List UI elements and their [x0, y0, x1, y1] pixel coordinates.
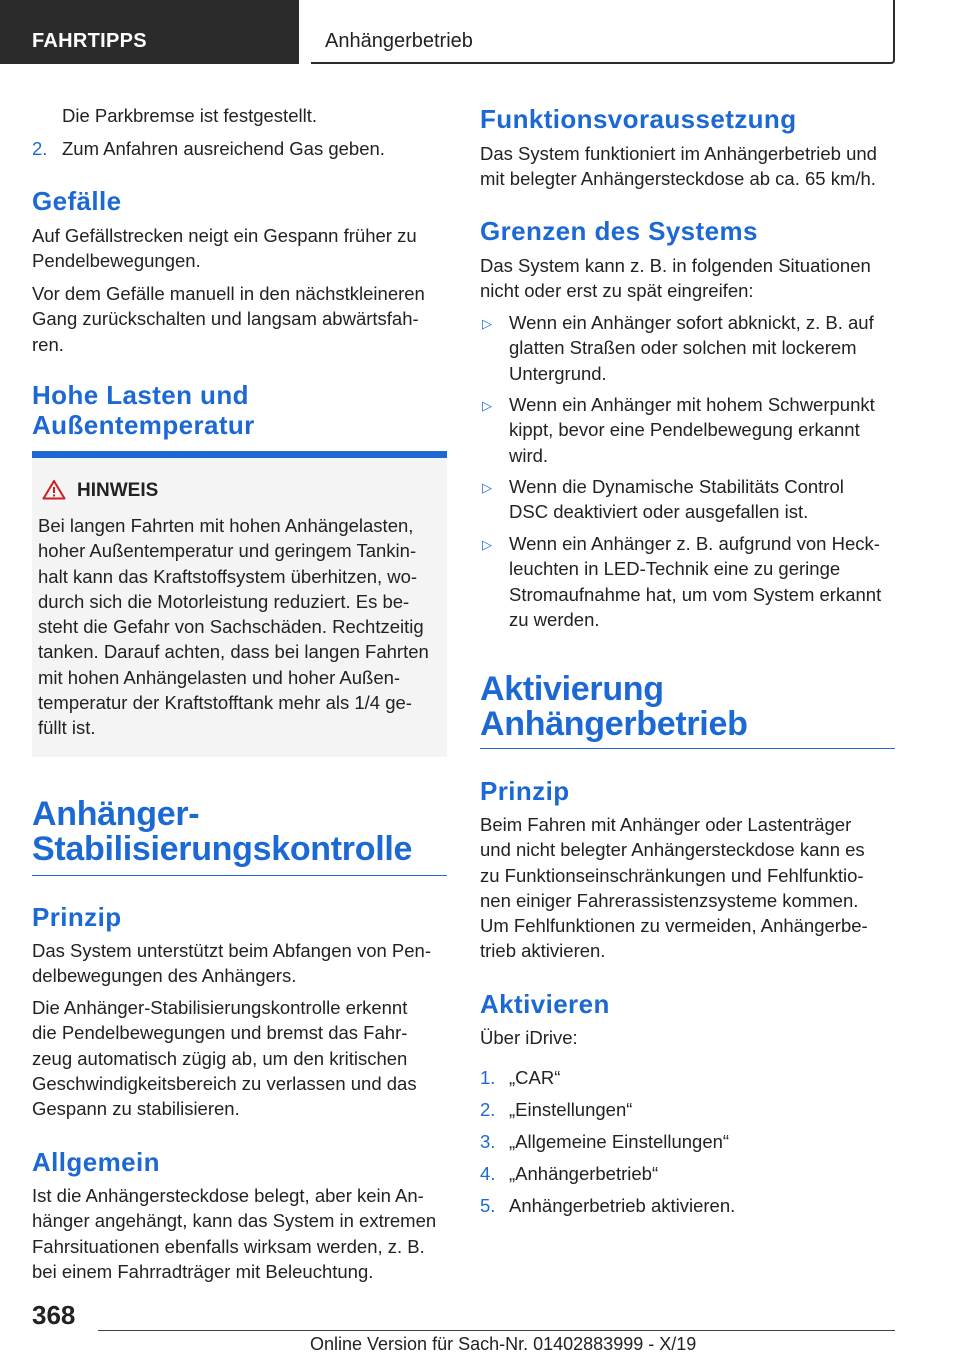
step-number: 4. [480, 1163, 496, 1184]
step-intro-text: Die Parkbremse ist festgestellt. [62, 105, 317, 126]
page-number: 368 [32, 1300, 76, 1330]
section-title-allgemein: Allgemein [32, 1147, 160, 1177]
header-topic-label: Anhängerbetrieb [325, 30, 473, 52]
paragraph: Das System funktioniert im Anhängerbetrieb und mit belegter Anhängersteckdose ab ca. 65 km/h. [480, 143, 877, 190]
chapter-title-stabilisierung: Anhänger‐ Stabilisierungskontrolle [32, 795, 413, 868]
footer-rule [98, 1330, 895, 1331]
warning-triangle-icon [42, 479, 66, 500]
step-text: „Anhängerbetrieb“ [509, 1163, 659, 1184]
section-title-prinzip-right: Prinzip [480, 776, 570, 806]
paragraph: Über iDrive: [480, 1027, 578, 1048]
bullet-marker: ▷ [482, 480, 492, 495]
section-title-prinzip: Prinzip [32, 902, 122, 932]
bullet-marker: ▷ [482, 537, 492, 552]
list-item: Wenn ein Anhänger z. B. aufgrund von Heck‐ leuchten in LED-Technik eine zu geringe Stromaufnahme hat, um vom System erkannt zu werden. [509, 533, 882, 630]
bullet-marker: ▷ [482, 316, 492, 331]
section-title-aktivieren: Aktivieren [480, 989, 610, 1019]
footer-version-text: Online Version für Sach-Nr. 01402883999 - X/19 [310, 1334, 697, 1354]
step-number: 3. [480, 1131, 496, 1152]
section-title-grenzen: Grenzen des Systems [480, 216, 758, 246]
section-title-gefaelle: Gefälle [32, 186, 122, 216]
paragraph: Das System unterstützt beim Abfangen von Pen‐ delbewegungen des Anhängers. [32, 940, 431, 987]
note-accent-bar [32, 451, 447, 458]
step-text: Anhängerbetrieb aktivieren. [509, 1195, 736, 1216]
note-label: HINWEIS [77, 480, 159, 501]
chapter-rule [480, 748, 895, 749]
chapter-rule [32, 875, 447, 876]
step-number: 5. [480, 1195, 496, 1216]
chapter-title-aktivierung: Aktivierung Anhängerbetrieb [480, 670, 748, 743]
paragraph: Beim Fahren mit Anhänger oder Lastenträger und nicht belegter Anhängersteckdose kann es zu Funktionseinschränkungen und Fehlfunktio‐ nen einiger Fahrerassistenzsysteme kommen. Um Fehlfunktionen zu vermeiden, Anhängerbe‐ trieb aktivieren. [480, 814, 868, 962]
paragraph: Das System kann z. B. in folgenden Situationen nicht oder erst zu spät eingreifen: [480, 255, 871, 302]
step-text: „Einstellungen“ [509, 1099, 633, 1120]
paragraph: Die Anhänger-Stabilisierungskontrolle erkennt die Pendelbewegungen und bremst das Fahr‐ zeug automatisch zügig ab, um den kritischen Geschwindigkeitsbereich zu verlassen und das Gespann zu stabilisieren. [32, 997, 417, 1120]
step-text: „Allgemeine Einstellungen“ [509, 1131, 730, 1152]
paragraph: Auf Gefällstrecken neigt ein Gespann früher zu Pendelbewegungen. [32, 225, 417, 272]
step-number: 2. [32, 138, 48, 159]
step-number: 2. [480, 1099, 496, 1120]
header-section-tab [0, 0, 299, 64]
section-title-funktion: Funktionsvoraussetzung [480, 104, 797, 134]
paragraph: Vor dem Gefälle manuell in den nächstkleineren Gang zurückschalten und langsam abwärtsfah‐ ren. [32, 283, 425, 355]
header-section-label: FAHRTIPPS [32, 30, 147, 52]
list-item: Wenn ein Anhänger sofort abknickt, z. B. auf glatten Straßen oder solchen mit lockerem Untergrund. [509, 312, 874, 384]
list-item: Wenn ein Anhänger mit hohem Schwerpunkt kippt, bevor eine Pendelbewegung erkannt wird. [509, 394, 875, 466]
step-text: „CAR“ [509, 1067, 561, 1088]
step-number: 1. [480, 1067, 496, 1088]
section-title-lasten: Hohe Lasten und Außentemperatur [32, 380, 255, 440]
step-text: Zum Anfahren ausreichend Gas geben. [62, 138, 385, 159]
bullet-marker: ▷ [482, 398, 492, 413]
list-item: Wenn die Dynamische Stabilitäts Control DSC deaktiviert oder ausgefallen ist. [509, 476, 844, 523]
header-topic-tab [311, 0, 895, 64]
paragraph: Ist die Anhängersteckdose belegt, aber kein An‐ hänger angehängt, kann das System in extremen Fahrsituationen ebenfalls wirksam werden, z. B. bei einem Fahrradträger mit Beleuchtung. [32, 1185, 437, 1282]
note-text: Bei langen Fahrten mit hohen Anhängelasten, hoher Außentemperatur und geringem Tankin‐ halt kann das Kraftstoffsystem überhitzen, wo‐ durch sich die Motorleistung reduziert. Es be‐ steht die Gefahr von Sachschäden. Rechtzeitig tanken. Darauf achten, dass bei langen Fahrten mit hohen Anhängelasten und hoher Außen‐ temperatur der Kraftstofftank mehr als 1/4 ge‐ füllt ist. [38, 515, 429, 739]
